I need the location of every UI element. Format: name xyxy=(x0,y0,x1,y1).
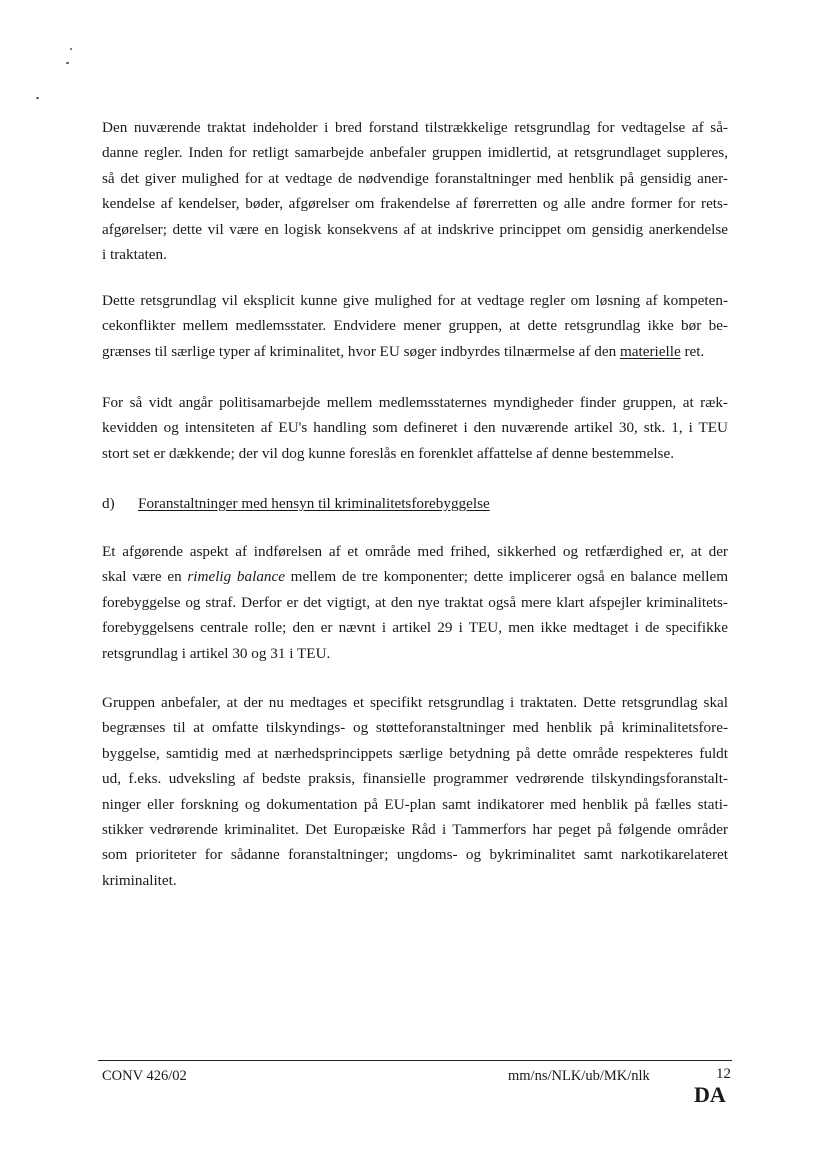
text-line: forebyggelse og straf. Derfor er det vigtigt, at den nye traktat også mere klart afspejler kriminalitets- xyxy=(102,593,728,611)
paragraph-3 xyxy=(102,390,728,466)
text-line: cekonflikter mellem medlemsstater. Endvidere mener gruppen, at dette retsgrundlag ikke bør be- xyxy=(102,317,728,335)
text-line: i traktaten. xyxy=(102,246,167,264)
text-line xyxy=(102,564,728,589)
paragraph-1 xyxy=(102,115,728,267)
text-line: For så vidt angår politisamarbejde mellem medlemsstaternes myndigheder finder gruppen, at ræk- xyxy=(102,394,728,411)
scan-speck xyxy=(66,62,69,64)
author-initials: mm/ns/NLK/ub/MK/nlk xyxy=(508,1068,650,1084)
page-number: 12 xyxy=(716,1066,731,1082)
text-run: skal være en xyxy=(102,568,188,586)
scan-speck xyxy=(36,97,39,99)
text-line: kendelse af kendelser, bøder, afgørelser om frakendelse af førerretten og alle andre former for rets- xyxy=(102,195,728,213)
text-run: ret. xyxy=(680,342,705,360)
text-line: retsgrundlag i artikel 30 og 31 i TEU. xyxy=(102,644,331,662)
text-line: så det giver mulighed for at vedtage de nødvendige foranstaltninger med henblik på gensidig aner- xyxy=(102,169,728,187)
text-line: stikker vedrørende kriminalitet. Det Europæiske Råd i Tammerfors har peget på følgende områder xyxy=(102,821,728,839)
text-run: grænses til særlige typer af kriminalitet, hvor EU søger indbyrdes tilnærmelse af den xyxy=(102,342,620,360)
emphasized-phrase: rimelig balance xyxy=(187,568,285,586)
text-line: afgørelser; dette vil være en logisk konsekvens af at indskrive princippet om gensidig anerkendelse xyxy=(102,220,728,238)
text-line: Gruppen anbefaler, at der nu medtages et specifikt retsgrundlag i traktaten. Dette retsgrundlag skal xyxy=(102,694,728,711)
text-run: mellem de tre komponenter; dette implicerer også en balance mellem xyxy=(284,568,729,586)
scan-speck xyxy=(70,48,72,50)
text-line: kriminalitet. xyxy=(102,871,177,889)
text-line: som prioriteter for sådanne foranstaltninger; ungdoms- og bykriminalitet samt narkotikarelateret xyxy=(102,846,728,864)
text-line: danne regler. Inden for retligt samarbejde anbefaler gruppen imidlertid, at retsgrundlaget suppleres, xyxy=(102,144,728,162)
section-title: Foranstaltninger med hensyn til kriminalitetsforebyggelse xyxy=(138,495,490,512)
text-line: Den nuværende traktat indeholder i bred forstand tilstrækkelige retsgrundlag for vedtagelse af så- xyxy=(102,119,728,136)
text-line: Dette retsgrundlag vil eksplicit kunne give mulighed for at vedtage regler om løsning af kompeten- xyxy=(102,292,728,309)
document-reference: CONV 426/02 xyxy=(102,1068,187,1084)
text-line: ninger eller forskning og dokumentation på EU-plan samt indikatorer med henblik på fælles stati- xyxy=(102,795,728,813)
section-letter: d) xyxy=(102,495,115,512)
paragraph-2 xyxy=(102,288,728,364)
text-line xyxy=(102,339,728,364)
text-line: forebyggelsens centrale rolle; den er nævnt i artikel 29 i TEU, men ikke medtaget i de specifikke xyxy=(102,619,728,637)
text-line: Et afgørende aspekt af indførelsen af et område med frihed, sikkerhed og retfærdighed er, at der xyxy=(102,543,728,560)
underlined-word: materielle xyxy=(619,342,681,360)
footer-divider xyxy=(98,1060,732,1061)
text-line: stort set er dækkende; der vil dog kunne foreslås en forenklet affattelse af denne bestemmelse. xyxy=(102,444,675,462)
text-line: byggelse, samtidig med at nærhedsprincippets særlige betydning på dette område respekteres fuldt xyxy=(102,744,728,762)
paragraph-4 xyxy=(102,539,728,666)
section-heading xyxy=(102,491,490,516)
text-line: kevidden og intensiteten af EU's handling som defineret i den nuværende artikel 30, stk. 1, i TEU xyxy=(102,419,728,437)
paragraph-5 xyxy=(102,690,728,893)
text-line: ud, f.eks. udveksling af bedste praksis, finansielle programmer vedrørende tilskyndingsforanstalt- xyxy=(102,770,728,788)
language-code: DA xyxy=(694,1082,726,1107)
text-line: begrænses til at omfatte tilskyndings- og støtteforanstaltninger med henblik på kriminalitetsfore- xyxy=(102,719,728,737)
